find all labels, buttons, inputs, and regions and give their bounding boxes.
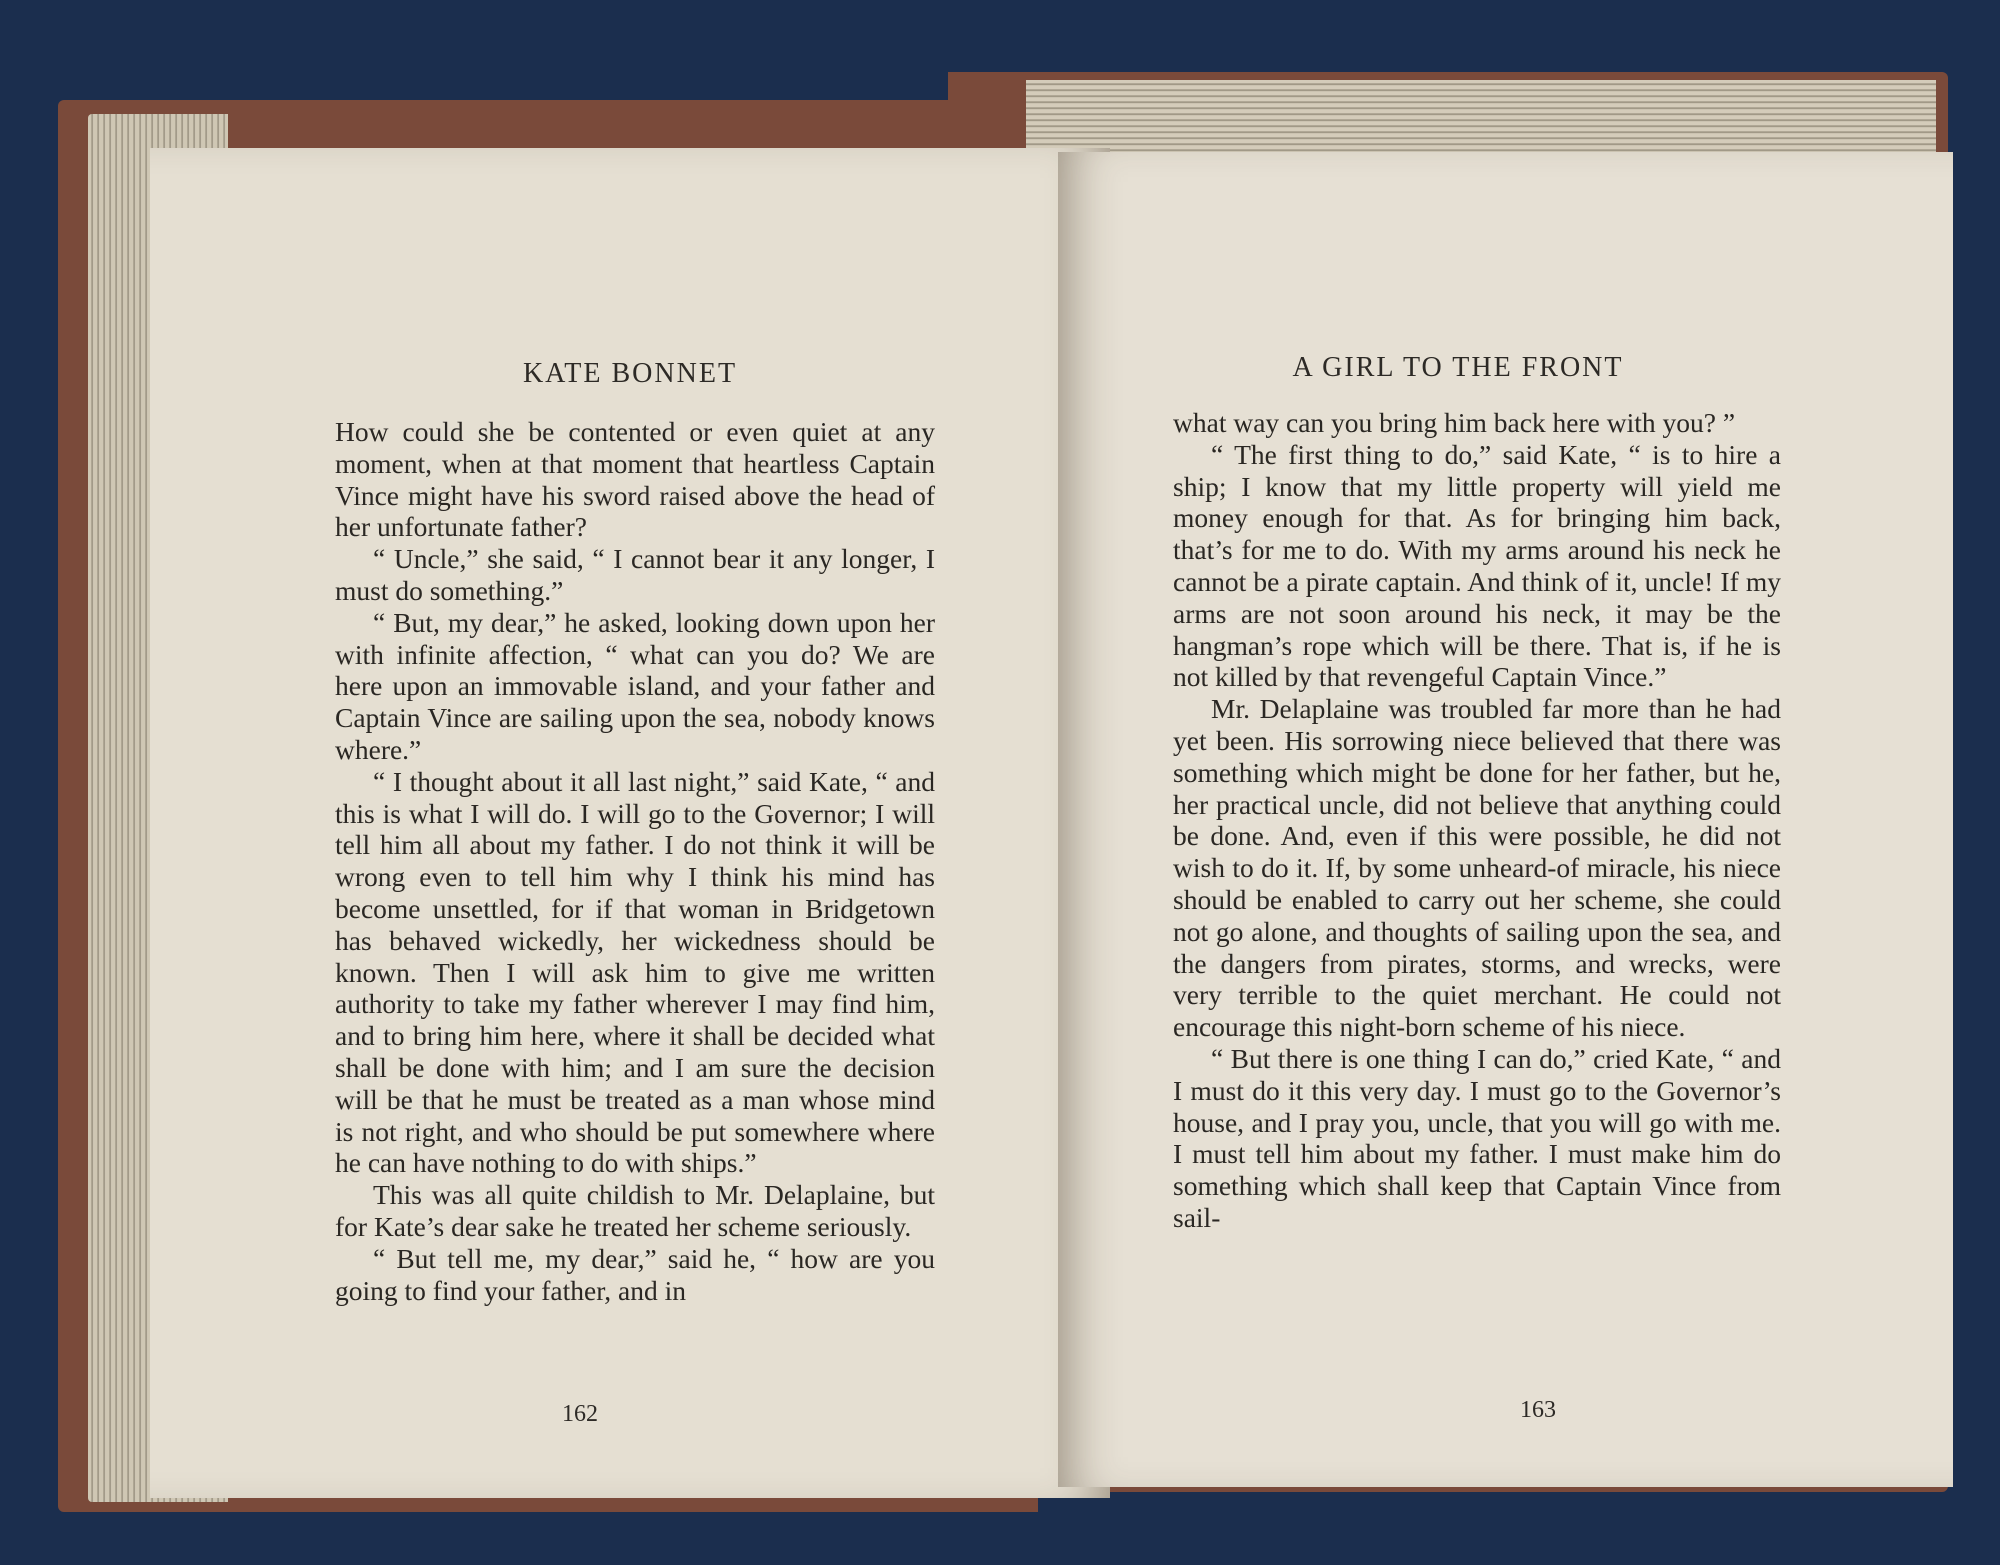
right-page bbox=[1058, 152, 1953, 1487]
running-head-left: KATE BONNET bbox=[522, 358, 738, 389]
page-number-right: 163 bbox=[1520, 1397, 1556, 1423]
paragraph: “ The first thing to do,” said Kate, “ is to hire a ship; I know that my little property will yield me money enough for that. As for bringing him back, that’s for me to do. With my arms around his neck he cannot be a pirate captain. And think of it, uncle! If my arms are not soon around his neck, it may be the hangman’s rope which will be there. That is, if he is not killed by that revengeful Captain Vince.” bbox=[1173, 438, 1781, 693]
paragraph: “ But there is one thing I can do,” cried Kate, “ and I must do it this very day. I must go to the Governor’s house, and I pray you, uncle, that you will go with me. I must tell him about my father. I must make him do something which shall keep that Captain Vince from sail- bbox=[1173, 1042, 1781, 1233]
paragraph: How could she be contented or even quiet at any moment, when at that moment that heartless Captain Vince might have his sword raised above the head of her unfortunate father? bbox=[335, 416, 935, 543]
paragraph: “ But, my dear,” he asked, looking down upon her with infinite affection, “ what can you do? We are here upon an immovable island, and your father and Captain Vince are sailing upon the sea, nobody knows where.” bbox=[335, 606, 935, 765]
running-head-right: A GIRL TO THE FRONT bbox=[1292, 352, 1624, 383]
paragraph: This was all quite childish to Mr. Delaplaine, but for Kate’s dear sake he treated her scheme seriously. bbox=[335, 1179, 935, 1242]
paragraph: “ But tell me, my dear,” said he, “ how are you going to find your father, and in bbox=[335, 1242, 935, 1306]
paragraph: what way can you bring him back here with you? ” bbox=[1173, 407, 1736, 438]
left-page-text bbox=[335, 416, 935, 1306]
paragraph: “ I thought about it all last night,” said Kate, “ and this is what I will do. I will go to the Governor; I will tell him all about my father. I do not think it will be wrong even to tell him why I think his mind has become unsettled, for if that woman in Bridgetown has behaved wickedly, her wickedness should be known. Then I will ask him to give me written authority to take my father wherever I may find him, and to bring him here, where it shall be decided what shall be done with him; and I am sure the decision will be that he must be treated as a man whose mind is not right, and who should be put somewhere where he can have nothing to do with ships.” bbox=[335, 765, 935, 1179]
paragraph: Mr. Delaplaine was troubled far more than he had yet been. His sorrowing niece believed that there was something which might be done for her father, but he, her practical uncle, did not believe that anything could be done. And, even if this were possible, he did not wish to do it. If, by some unheard-of miracle, his niece should be enabled to carry out her scheme, she could not go alone, and thoughts of sailing upon the sea, and the dangers from pirates, storms, and wrecks, were very terrible to the quiet merchant. He could not encourage this night-born scheme of his niece. bbox=[1173, 693, 1781, 1043]
page-number-left: 162 bbox=[562, 1401, 598, 1427]
right-page-text bbox=[1173, 407, 1781, 1234]
open-book bbox=[58, 72, 1958, 1517]
paragraph: “ Uncle,” she said, “ I cannot bear it any longer, I must do something.” bbox=[335, 543, 935, 606]
left-page bbox=[150, 148, 1110, 1498]
